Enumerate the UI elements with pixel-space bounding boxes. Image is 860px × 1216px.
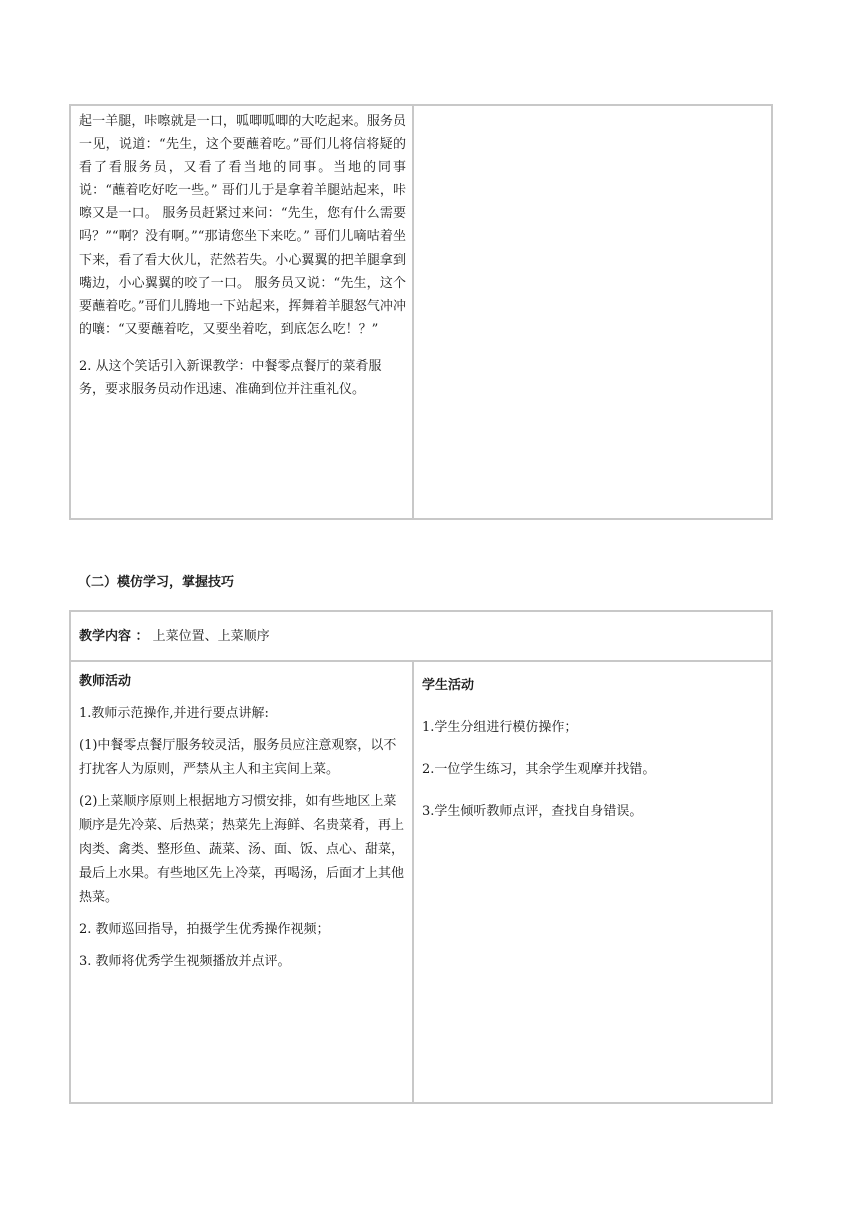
content-header-cell: [71, 612, 771, 660]
lesson-table-intro: [69, 104, 773, 520]
student-item: 3.学生倾听教师点评，查找自身错误。: [422, 804, 643, 819]
student-activity-cell: [414, 662, 771, 1102]
teacher-activity-title: 教师活动: [79, 674, 132, 689]
teacher-item: 2. 教师巡回指导，拍摄学生优秀操作视频；: [79, 922, 330, 937]
teacher-activity-cell: [71, 662, 414, 1102]
student-activity-title: 学生活动: [422, 678, 475, 693]
intro-left-cell: [71, 106, 414, 518]
intro-step-2: 2. 从这个笑话引入新课教学：中餐零点餐厅的菜肴服务，要求服务员动作迅速、准确到位并注重礼仪。: [79, 358, 382, 397]
content-header-row: [71, 612, 771, 662]
lesson-table-imitation: [69, 610, 773, 1104]
student-item: 2.一位学生练习，其余学生观摩并找错。: [422, 762, 656, 777]
student-item: 1.学生分组进行模仿操作；: [422, 720, 578, 735]
teacher-item: (2)上菜顺序原则上根据地方习惯安排，如有些地区上菜顺序是先冷菜、后热菜；热菜先上海鲜、名贵菜肴，再上肉类、禽类、整形鱼、蔬菜、汤、面、饭、点心、甜菜，最后上水果。有些地区先上冷菜，再喝汤，后面才上其他热菜。: [79, 794, 405, 905]
content-value: 上菜位置、上菜顺序: [152, 629, 270, 644]
content-label: 教学内容 ：: [79, 629, 149, 644]
teacher-item: (1)中餐零点餐厅服务较灵活，服务员应注意观察，以不打扰客人为原则，严禁从主人和主宾间上菜。: [79, 738, 397, 777]
section-heading: （二）模仿学习，掌握技巧: [78, 575, 235, 590]
joke-paragraph: 起一羊腿，咔嚓就是一口，呱唧呱唧的大吃起来。服务员一见，说道：“先生，这个要蘸着吃。”哥们儿将信将疑的看了看服务员，又看了看当地的同事。当地的同事说：“蘸着吃好吃一些。” 哥们儿于是拿着羊腿站起来，咔嚓又是一口。 服务员赶紧过来问：“先生，您有什么需要吗？”“啊？没有啊。”“那请您坐下来吃。” 哥们儿嘀咕着坐下来，看了看大伙儿，茫然若失。小心翼翼的把羊腿拿到嘴边，小心翼翼的咬了一口。 服务员又说：“先生，这个要蘸着吃。”哥们儿腾地一下站起来，挥舞着羊腿怒气冲冲的嚷：“又要蘸着吃，又要坐着吃，到底怎么吃！？”: [79, 114, 406, 337]
teacher-item: 1.教师示范操作,并进行要点讲解:: [79, 706, 269, 721]
intro-right-cell: [414, 106, 771, 518]
teacher-item: 3. 教师将优秀学生视频播放并点评。: [79, 954, 291, 969]
